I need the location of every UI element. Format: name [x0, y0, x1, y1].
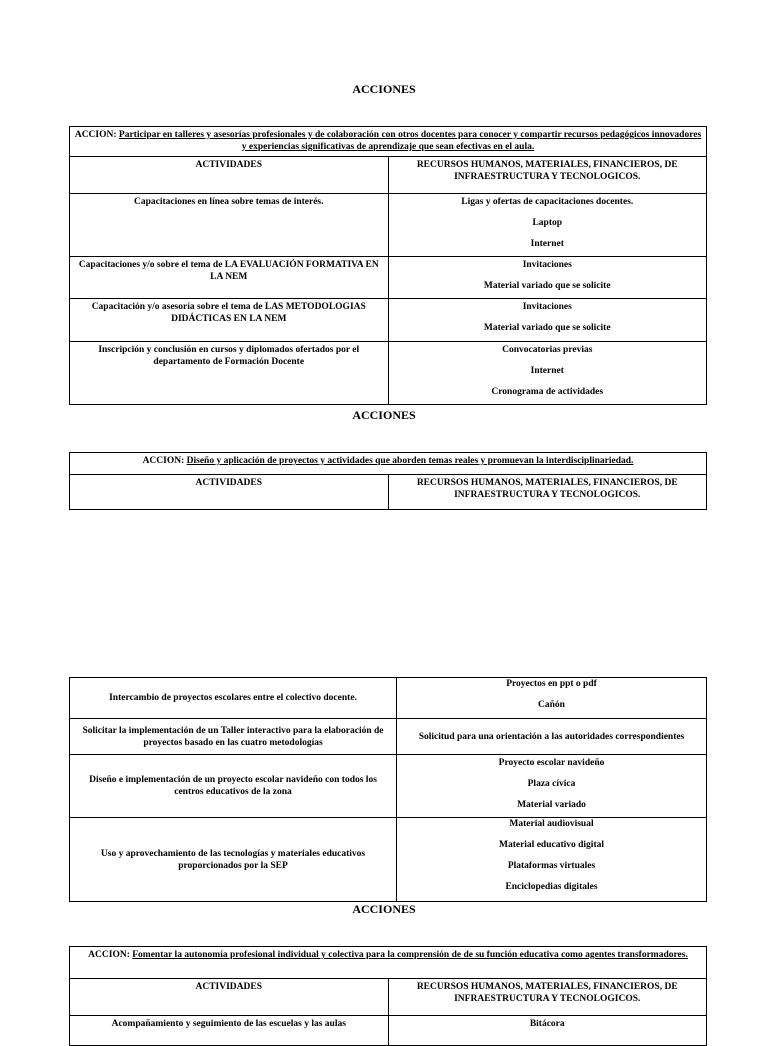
section3-table — [69, 946, 707, 1046]
recursos-cell — [388, 299, 707, 342]
col-recursos: RECURSOS HUMANOS, MATERIALES, FINANCIEROS, DE INFRAESTRUCTURA Y TECNOLOGICOS. — [388, 157, 707, 194]
actividad-cell: Diseño e implementación de un proyecto escolar navideño con todos los centros educativos de la zona — [70, 755, 397, 818]
actividad-cell: Capacitaciones en línea sobre temas de interés. — [70, 194, 389, 257]
table-row — [70, 194, 707, 257]
recursos-cell — [397, 719, 707, 755]
section2-heading: ACCIONES — [352, 408, 416, 422]
actividad-cell: Acompañamiento y seguimiento de las escuelas y las aulas — [70, 1016, 389, 1046]
table-row — [70, 755, 707, 818]
recurso-item: Proyecto escolar navideño — [498, 758, 605, 768]
actividad-cell: Capacitaciones y/o sobre el tema de LA EVALUACIÓN FORMATIVA EN LA NEM — [70, 257, 389, 299]
recurso-item: Material variado — [517, 800, 586, 810]
recursos-cell — [397, 818, 707, 902]
accion-label: ACCION: — [142, 456, 187, 466]
accion-row — [70, 453, 707, 475]
recurso-item: Solicitud para una orientación a las autoridades correspondientes — [418, 731, 685, 742]
recurso-item: Plataformas virtuales — [507, 861, 596, 871]
recurso-item: Material audiovisual — [509, 819, 594, 829]
col-actividades: ACTIVIDADES — [70, 157, 389, 194]
actividad-cell: Inscripción y conclusión en cursos y diplomados ofertados por el departamento de Formación Docente — [70, 342, 389, 405]
table-row — [70, 678, 707, 719]
accion-row — [70, 947, 707, 979]
accion-text: Fomentar la autonomía profesional individual y colectiva para la comprensión de de su función educativa como agentes transformadores. — [132, 950, 688, 960]
recurso-item: Internet — [530, 239, 564, 249]
actividad-cell: Solicitar la implementación de un Taller interactivo para la elaboración de proyectos basado en las cuatro metodologías — [70, 719, 397, 755]
recurso-item: Ligas y ofertas de capacitaciones docentes. — [461, 197, 634, 207]
recursos-cell — [388, 1016, 707, 1046]
header-row — [70, 157, 707, 194]
table-row — [70, 719, 707, 755]
section2-table-continued — [69, 677, 707, 902]
col-actividades: ACTIVIDADES — [70, 475, 389, 510]
recurso-item: Material variado que se solicite — [483, 281, 611, 291]
header-row — [70, 475, 707, 510]
section1-table — [69, 126, 707, 405]
recurso-item: Material variado que se solicite — [483, 323, 611, 333]
header-row — [70, 979, 707, 1016]
recurso-item: Convocatorias previas — [502, 345, 593, 355]
recurso-item: Laptop — [532, 218, 563, 228]
section1-heading: ACCIONES — [352, 82, 416, 96]
recurso-item: Proyectos en ppt o pdf — [506, 679, 597, 689]
col-recursos: RECURSOS HUMANOS, MATERIALES, FINANCIEROS, DE INFRAESTRUCTURA Y TECNOLOGICOS. — [388, 979, 707, 1016]
recursos-cell — [388, 257, 707, 299]
table-row — [70, 257, 707, 299]
recurso-item: Plaza cívica — [527, 779, 576, 789]
recursos-cell — [388, 342, 707, 405]
actividad-cell: Intercambio de proyectos escolares entre el colectivo docente. — [70, 678, 397, 719]
recurso-item: Material educativo digital — [498, 840, 604, 850]
col-actividades: ACTIVIDADES — [70, 979, 389, 1016]
accion-label: ACCION: — [88, 950, 133, 960]
actividad-cell: Capacitación y/o asesoría sobre el tema de LAS METODOLOGIAS DIDÁCTICAS EN LA NEM — [70, 299, 389, 342]
col-recursos: RECURSOS HUMANOS, MATERIALES, FINANCIEROS, DE INFRAESTRUCTURA Y TECNOLOGICOS. — [388, 475, 707, 510]
table-row — [70, 1016, 707, 1046]
table-row — [70, 299, 707, 342]
recurso-item: Invitaciones — [522, 302, 572, 312]
accion-text: Participar en talleres y asesorías profesionales y de colaboración con otros docentes para conocer y compartir recursos pedagógicos innovadores y experiencias significativas de aprendizaje que sean efectivas en el aula. — [118, 130, 702, 152]
recursos-cell — [397, 678, 707, 719]
accion-text: Diseño y aplicación de proyectos y actividades que aborden temas reales y promuevan la interdisciplinariedad. — [186, 456, 634, 466]
section2-table — [69, 452, 707, 510]
actividad-cell: Uso y aprovechamiento de las tecnologías y materiales educativos proporcionados por la SEP — [70, 818, 397, 902]
recurso-item: Invitaciones — [522, 260, 572, 270]
table-row — [70, 818, 707, 902]
section3-heading: ACCIONES — [352, 902, 416, 916]
accion-cell — [70, 453, 707, 475]
recurso-item: Internet — [530, 366, 564, 376]
accion-cell — [70, 947, 707, 979]
recursos-cell — [397, 755, 707, 818]
recurso-item: Bitácora — [529, 1019, 565, 1029]
recurso-item: Cronograma de actividades — [491, 387, 604, 397]
accion-cell — [70, 127, 707, 157]
recurso-item: Enciclopedias digitales — [505, 882, 598, 892]
accion-label: ACCION: — [74, 130, 119, 140]
recurso-item: Cañón — [538, 700, 565, 710]
accion-row — [70, 127, 707, 157]
recursos-cell — [388, 194, 707, 257]
table-row — [70, 342, 707, 405]
